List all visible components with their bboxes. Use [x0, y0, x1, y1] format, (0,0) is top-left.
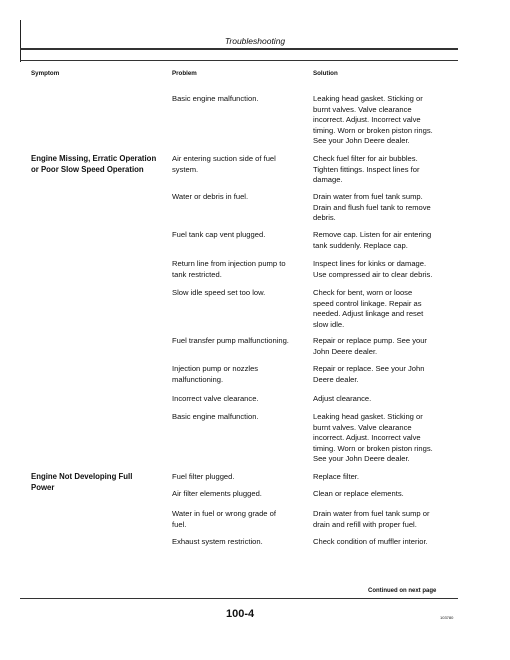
solution-line: Tighten fittings. Inspect lines for	[313, 164, 420, 174]
problem-line: tank restricted.	[172, 269, 222, 279]
solution-line: tank suddenly. Replace cap.	[313, 240, 408, 250]
table-cell-problem	[172, 192, 248, 203]
table-cell-problem	[172, 537, 263, 548]
problem-line: system.	[172, 164, 199, 174]
continued-note: Continued on next page	[368, 588, 437, 594]
solution-line: drain and refill with proper fuel.	[313, 519, 417, 529]
solution-line: Check fuel filter for air bubbles.	[313, 154, 418, 163]
solution-line: debris.	[313, 213, 336, 223]
table-cell-solution	[313, 537, 428, 548]
problem-line: Air filter elements plugged.	[172, 489, 262, 498]
table-cell-problem	[172, 489, 262, 500]
solution-line: Remove cap. Listen for air entering	[313, 230, 432, 239]
solution-line: burnt valves. Valve clearance	[313, 422, 412, 432]
solution-line: burnt valves. Valve clearance	[313, 104, 412, 114]
solution-line: timing. Worn or broken piston rings.	[313, 443, 433, 453]
header-rule	[20, 48, 458, 50]
solution-line: Drain water from fuel tank sump.	[313, 192, 423, 201]
solution-line: Deere dealer.	[313, 374, 359, 384]
table-cell-problem	[172, 259, 286, 280]
table-top-rule	[20, 60, 458, 61]
solution-line: Adjust clearance.	[313, 394, 372, 403]
problem-line: Incorrect valve clearance.	[172, 394, 259, 403]
solution-line: Leaking head gasket. Sticking or	[313, 412, 423, 421]
solution-line: slow idle.	[313, 319, 345, 329]
table-cell-problem	[172, 472, 234, 483]
problem-line: Fuel tank cap vent plugged.	[172, 230, 266, 239]
solution-line: Check condition of muffler interior.	[313, 537, 428, 546]
problem-line: Return line from injection pump to	[172, 259, 286, 268]
table-cell-problem	[172, 288, 265, 299]
problem-line: Basic engine malfunction.	[172, 94, 259, 103]
symptom-line: Engine Not Developing Full	[31, 472, 133, 481]
solution-line: timing. Worn or broken piston rings.	[313, 125, 433, 135]
solution-line: incorrect. Adjust. Incorrect valve	[313, 433, 421, 443]
table-cell-solution	[313, 394, 371, 405]
solution-line: needed. Adjust linkage and reset	[313, 309, 424, 319]
solution-line: Check for bent, worn or loose	[313, 288, 413, 297]
table-cell-problem	[172, 336, 289, 347]
page-number: 100-4	[226, 608, 255, 620]
page-header-title: Troubleshooting	[224, 36, 286, 46]
problem-line: Air entering suction side of fuel	[172, 154, 276, 163]
problem-line: Fuel filter plugged.	[172, 472, 235, 481]
problem-line: malfunctioning.	[172, 374, 224, 384]
table-cell-solution	[313, 509, 429, 530]
solution-line: John Deere dealer.	[313, 346, 378, 356]
table-bottom-rule	[20, 598, 458, 599]
table-cell-problem	[172, 154, 276, 175]
column-header-problem: Problem	[172, 70, 197, 77]
solution-line: incorrect. Adjust. Incorrect valve	[313, 115, 421, 125]
symptom-heading	[31, 472, 132, 493]
solution-line: speed control linkage. Repair as	[313, 298, 422, 308]
symptom-heading	[31, 154, 156, 175]
symptom-line: Engine Missing, Erratic Operation	[31, 154, 157, 163]
table-cell-solution	[313, 489, 404, 500]
solution-line: Clean or replace elements.	[313, 489, 404, 498]
problem-line: Basic engine malfunction.	[172, 412, 259, 421]
table-cell-solution	[313, 364, 424, 385]
solution-line: Drain water from fuel tank sump or	[313, 509, 430, 518]
table-cell-solution	[313, 154, 420, 186]
table-cell-solution	[313, 472, 359, 483]
problem-line: Slow idle speed set too low.	[172, 288, 266, 297]
problem-line: fuel.	[172, 519, 187, 529]
problem-line: Exhaust system restriction.	[172, 537, 263, 546]
table-cell-problem	[172, 230, 265, 241]
solution-line: See your John Deere dealer.	[313, 136, 410, 146]
problem-line: Fuel transfer pump malfunctioning.	[172, 336, 289, 345]
solution-line: Repair or replace pump. See your	[313, 336, 427, 345]
table-cell-problem	[172, 364, 258, 385]
table-cell-solution	[313, 288, 423, 330]
table-cell-solution	[313, 259, 432, 280]
column-header-solution: Solution	[313, 70, 338, 77]
table-cell-problem	[172, 509, 276, 530]
problem-line: Injection pump or nozzles	[172, 364, 259, 373]
table-cell-problem	[172, 412, 259, 423]
solution-line: damage.	[313, 175, 343, 185]
problem-line: Water or debris in fuel.	[172, 192, 249, 201]
table-cell-solution	[313, 336, 427, 357]
column-header-symptom: Symptom	[31, 70, 60, 77]
document-code: 103780	[440, 615, 454, 620]
table-cell-solution	[313, 94, 433, 147]
table-cell-solution	[313, 412, 433, 465]
solution-line: Use compressed air to clear debris.	[313, 269, 433, 279]
table-cell-solution	[313, 230, 431, 251]
solution-line: Leaking head gasket. Sticking or	[313, 94, 423, 103]
table-cell-problem	[172, 394, 259, 405]
solution-line: See your John Deere dealer.	[313, 454, 410, 464]
table-cell-problem	[172, 94, 259, 105]
solution-line: Drain and flush fuel tank to remove	[313, 202, 431, 212]
symptom-line: Power	[31, 482, 55, 492]
table-cell-solution	[313, 192, 431, 224]
solution-line: Replace filter.	[313, 472, 360, 481]
solution-line: Inspect lines for kinks or damage.	[313, 259, 427, 268]
problem-line: Water in fuel or wrong grade of	[172, 509, 276, 518]
symptom-line: or Poor Slow Speed Operation	[31, 164, 144, 174]
solution-line: Repair or replace. See your John	[313, 364, 425, 373]
